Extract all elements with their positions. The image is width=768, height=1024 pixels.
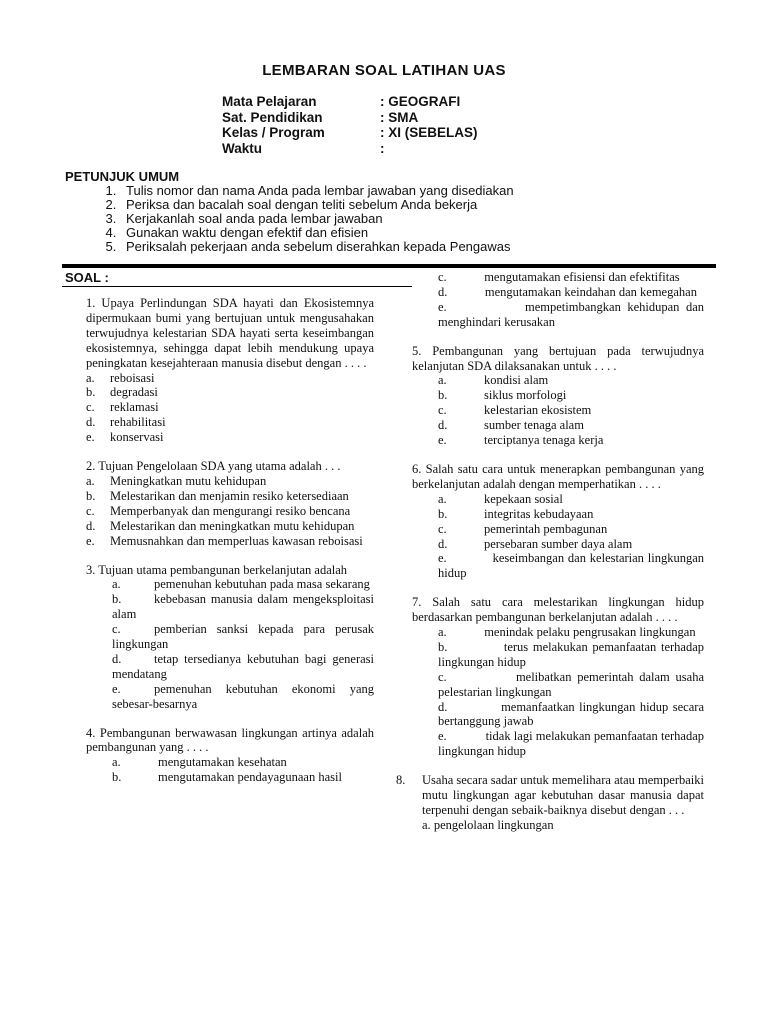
option-letter: c. bbox=[86, 400, 95, 415]
option-b bbox=[412, 640, 704, 670]
option-a bbox=[86, 371, 374, 386]
option-a bbox=[86, 474, 374, 489]
meta-value: : GEOGRAFI bbox=[380, 94, 461, 109]
questions-heading-underline bbox=[62, 286, 412, 287]
meta-row-level bbox=[222, 110, 478, 126]
meta-label: Waktu bbox=[222, 140, 262, 156]
option-letter: e. bbox=[438, 299, 447, 314]
question-stem: 3. Tujuan utama pembangunan berkelanjutan adalah bbox=[86, 562, 348, 577]
option-a bbox=[422, 818, 704, 833]
option-text: sumber tenaga alam bbox=[484, 418, 584, 433]
section-divider bbox=[62, 264, 716, 268]
option-text: Melestarikan dan menjamin resiko ketersediaan bbox=[110, 488, 349, 503]
option-letter: e. bbox=[438, 433, 447, 448]
option-b bbox=[86, 770, 374, 785]
left-column bbox=[86, 296, 374, 799]
option-letter: d. bbox=[438, 536, 448, 551]
option-letter: e. bbox=[86, 430, 95, 445]
option-letter: d. bbox=[438, 418, 448, 433]
option-letter: a. bbox=[86, 370, 95, 385]
question-number: 8. bbox=[396, 773, 406, 788]
option-text: degradasi bbox=[110, 385, 158, 400]
option-a bbox=[412, 625, 704, 640]
option-letter: b. bbox=[86, 488, 96, 503]
question-5 bbox=[412, 344, 704, 448]
question-3 bbox=[86, 563, 374, 712]
question-stem: 5. Pembangunan yang bertujuan pada terwujudnya kelanjutan SDA dilaksanakan untuk . . . . bbox=[412, 343, 704, 373]
option-text: pemberian sanksi kepada para perusak lingkungan bbox=[112, 622, 374, 652]
option-text: integritas kebudayaan bbox=[484, 506, 594, 521]
option-b bbox=[86, 489, 374, 504]
meta-value: : XI (SEBELAS) bbox=[380, 125, 478, 140]
meta-label: Sat. Pendidikan bbox=[222, 109, 323, 125]
option-text: mengutamakan efisiensi dan efektifitas bbox=[484, 270, 680, 284]
option-letter: e. bbox=[438, 729, 447, 744]
meta-label: Kelas / Program bbox=[222, 125, 325, 140]
question-2 bbox=[86, 459, 374, 548]
option-c bbox=[412, 270, 704, 285]
instruction-item: 3. Kerjakanlah soal anda pada lembar jawaban bbox=[120, 212, 514, 226]
option-letter: a. bbox=[86, 473, 95, 488]
option-c bbox=[86, 622, 374, 652]
option-e bbox=[412, 551, 704, 581]
option-letter: b. bbox=[438, 506, 448, 521]
option-text: memanfaatkan lingkungan hidup secara bertanggung jawab bbox=[438, 699, 704, 729]
questions-heading: SOAL : bbox=[65, 270, 109, 285]
option-letter: b. bbox=[438, 639, 448, 654]
option-c bbox=[412, 522, 704, 537]
option-text: mengutamakan pendayagunaan hasil bbox=[158, 770, 342, 785]
question-7 bbox=[412, 595, 704, 759]
option-text: tidak lagi melakukan pemanfaatan terhadap lingkungan hidup bbox=[438, 729, 704, 759]
option-text: reklamasi bbox=[110, 400, 159, 415]
meta-row-class bbox=[222, 125, 478, 141]
question-stem: 1. Upaya Perlindungan SDA hayati dan Ekosistemnya dipermukaan bumi yang bertujuan untuk mengusahakan terwujudnya kelestarian SDA hayati serta keseimbangan ekosistemnya, sehingga dapat lebih mendukung upaya peningkatan kesejahteraan manusia disebut dengan . . . . bbox=[86, 296, 374, 370]
option-text: pemerintah pembagunan bbox=[484, 521, 608, 536]
option-letter: d. bbox=[86, 415, 96, 430]
option-text: kondisi alam bbox=[484, 373, 549, 388]
option-e bbox=[412, 300, 704, 330]
option-e bbox=[412, 433, 704, 448]
question-stem: 6. Salah satu cara untuk menerapkan pembangunan yang berkelanjutan adalah dengan memperhatikan . . . . bbox=[412, 461, 704, 491]
right-column bbox=[396, 270, 705, 833]
page-title: LEMBARAN SOAL LATIHAN UAS bbox=[262, 62, 506, 79]
meta-value: : bbox=[380, 140, 385, 156]
option-c bbox=[412, 403, 704, 418]
subject-info bbox=[222, 94, 478, 156]
option-e bbox=[86, 534, 374, 549]
option-d bbox=[412, 418, 704, 433]
question-stem: 4. Pembangunan berwawasan lingkungan artinya adalah pembangunan yang . . . . bbox=[86, 725, 374, 755]
option-b bbox=[412, 388, 704, 403]
option-letter: c. bbox=[438, 669, 447, 684]
option-c bbox=[86, 400, 374, 415]
option-text: Memusnahkan dan memperluas kawasan reboisasi bbox=[110, 533, 363, 548]
instruction-item: 5. Periksalah pekerjaan anda sebelum diserahkan kepada Pengawas bbox=[120, 240, 514, 254]
option-letter: d. bbox=[438, 699, 448, 714]
option-c bbox=[412, 670, 704, 700]
option-d bbox=[86, 415, 374, 430]
question-stem: 7. Salah satu cara melestarikan lingkungan hidup berdasarkan pembangunan berkelanjutan adalah . . . . bbox=[412, 595, 704, 625]
option-text: kepekaan sosial bbox=[484, 491, 563, 506]
option-letter: a. bbox=[112, 577, 121, 592]
general-instructions bbox=[65, 170, 514, 254]
question-4-continued bbox=[412, 270, 704, 330]
option-letter: c. bbox=[438, 521, 447, 536]
option-letter: d. bbox=[438, 284, 448, 299]
meta-row-subject bbox=[222, 94, 478, 110]
option-text: pemenuhan kebutuhan pada masa sekarang bbox=[154, 577, 370, 592]
option-e bbox=[412, 729, 704, 759]
option-letter: b. bbox=[438, 388, 448, 403]
option-letter: c. bbox=[86, 503, 95, 518]
meta-row-time bbox=[222, 141, 478, 157]
option-c bbox=[86, 504, 374, 519]
instruction-item: 1. Tulis nomor dan nama Anda pada lembar jawaban yang disediakan bbox=[120, 184, 514, 198]
option-text: mengutamakan kesehatan bbox=[158, 755, 287, 770]
option-d bbox=[412, 285, 704, 300]
option-text: melibatkan pemerintah dalam usaha pelestarian lingkungan bbox=[438, 669, 705, 699]
option-letter: d. bbox=[86, 518, 96, 533]
option-letter: b. bbox=[112, 770, 122, 785]
option-text: Memperbanyak dan mengurangi resiko bencana bbox=[110, 503, 351, 518]
option-a bbox=[86, 755, 374, 770]
option-b bbox=[86, 385, 374, 400]
option-letter: b. bbox=[86, 385, 96, 400]
option-text: terciptanya tenaga kerja bbox=[484, 433, 604, 448]
option-text: konservasi bbox=[110, 430, 164, 445]
option-text: kelestarian ekosistem bbox=[484, 403, 592, 418]
option-letter: b. bbox=[112, 592, 122, 607]
instructions-list bbox=[65, 184, 514, 254]
option-d bbox=[86, 652, 374, 682]
option-text: siklus morfologi bbox=[484, 388, 567, 403]
option-e bbox=[86, 430, 374, 445]
option-a bbox=[412, 373, 704, 388]
option-d bbox=[86, 519, 374, 534]
option-a bbox=[86, 577, 374, 592]
option-text: pemenuhan kebutuhan ekonomi yang sebesar-besarnya bbox=[112, 681, 374, 711]
option-letter: a. bbox=[438, 625, 447, 640]
option-text: tetap tersedianya kebutuhan bagi generasi mendatang bbox=[112, 651, 374, 681]
option-text: persebaran sumber daya alam bbox=[484, 536, 633, 551]
option-d bbox=[412, 537, 704, 552]
option-letter: d. bbox=[112, 651, 122, 666]
option-letter: a. bbox=[112, 755, 121, 770]
option-text: terus melakukan pemanfaatan terhadap lingkungan hidup bbox=[438, 639, 704, 669]
question-stem: 2. Tujuan Pengelolaan SDA yang utama adalah . . . bbox=[86, 459, 341, 474]
option-letter: c. bbox=[438, 270, 447, 284]
option-letter: a. bbox=[438, 373, 447, 388]
option-text: reboisasi bbox=[110, 370, 155, 385]
option-text: mengutamakan keindahan dan kemegahan bbox=[484, 284, 697, 299]
option-letter: e. bbox=[438, 551, 447, 566]
question-4 bbox=[86, 726, 374, 786]
instructions-title: PETUNJUK UMUM bbox=[65, 169, 180, 184]
option-letter: e. bbox=[112, 681, 121, 696]
option-text: kebebasan manusia dalam mengeksploitasi alam bbox=[112, 592, 374, 622]
option-text: mempetimbangkan kehidupan dan menghindari kerusakan bbox=[438, 299, 704, 329]
option-text: Meningkatkan mutu kehidupan bbox=[110, 473, 267, 488]
option-text: keseimbangan dan kelestarian lingkungan hidup bbox=[438, 551, 705, 581]
option-a bbox=[412, 492, 704, 507]
question-stem: Usaha secara sadar untuk memelihara atau memperbaiki mutu lingkungan agar kebutuhan dasar manusia dapat terpenuhi dengan sebaik-baiknya disebut dengan . . . bbox=[422, 773, 704, 817]
option-letter: e. bbox=[86, 533, 95, 548]
meta-label: Mata Pelajaran bbox=[222, 94, 317, 109]
option-b bbox=[412, 507, 704, 522]
option-text: pengelolaan lingkungan bbox=[433, 817, 554, 832]
option-b bbox=[86, 592, 374, 622]
option-text: menindak pelaku pengrusakan lingkungan bbox=[484, 625, 696, 640]
option-letter: c. bbox=[112, 622, 121, 637]
option-e bbox=[86, 682, 374, 712]
instruction-item: 4. Gunakan waktu dengan efektif dan efisien bbox=[120, 226, 514, 240]
option-text: rehabilitasi bbox=[110, 415, 166, 430]
meta-value: : SMA bbox=[380, 109, 419, 125]
question-8 bbox=[396, 773, 704, 833]
question-1 bbox=[86, 296, 374, 445]
option-letter: a. bbox=[438, 491, 447, 506]
instruction-item: 2. Periksa dan bacalah soal dengan teliti sebelum Anda bekerja bbox=[120, 198, 514, 212]
option-letter: c. bbox=[438, 403, 447, 418]
question-6 bbox=[412, 462, 704, 581]
option-d bbox=[412, 700, 704, 730]
option-text: Melestarikan dan meningkatkan mutu kehidupan bbox=[110, 518, 355, 533]
option-letter: a. bbox=[422, 817, 431, 832]
